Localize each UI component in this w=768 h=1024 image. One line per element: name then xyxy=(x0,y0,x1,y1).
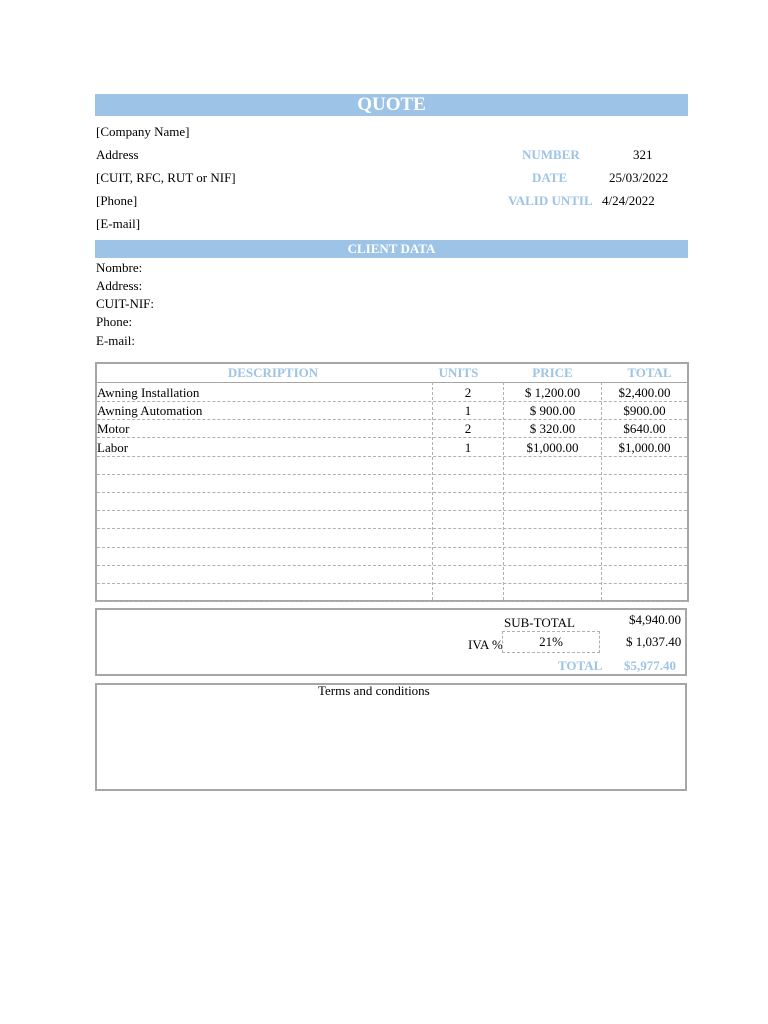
item-units xyxy=(433,566,503,584)
table-row xyxy=(97,457,687,475)
table-row xyxy=(97,384,687,402)
item-description xyxy=(97,566,432,584)
table-row xyxy=(97,584,687,602)
header-price: PRICE xyxy=(532,365,573,380)
company-name: [Company Name] xyxy=(96,124,190,139)
table-row xyxy=(97,475,687,493)
table-row xyxy=(97,566,687,584)
item-units xyxy=(433,511,503,529)
item-units: 2 xyxy=(464,421,472,437)
item-price: $1,000.00 xyxy=(526,439,579,455)
item-price: $ 1,200.00 xyxy=(524,385,581,400)
item-units: 2 xyxy=(464,385,472,400)
item-price xyxy=(504,584,601,602)
item-units xyxy=(433,493,503,511)
subtotal-value: $4,940.00 xyxy=(629,612,681,627)
item-units xyxy=(433,548,503,566)
item-description xyxy=(97,530,432,548)
valid-until-label: VALID UNTIL xyxy=(508,193,593,208)
header-divider xyxy=(97,382,687,383)
header-description: DESCRIPTION xyxy=(227,365,319,380)
item-total xyxy=(602,584,687,602)
item-total xyxy=(602,511,687,529)
item-total xyxy=(602,530,687,548)
client-field-email: E-mail: xyxy=(96,333,135,348)
item-price xyxy=(504,566,601,584)
header-units: UNITS xyxy=(438,365,479,380)
item-price xyxy=(504,548,601,566)
iva-label: IVA % xyxy=(468,637,503,652)
item-total xyxy=(602,566,687,584)
item-description: Awning Installation xyxy=(97,385,200,400)
number-label: NUMBER xyxy=(522,147,580,162)
item-description: Motor xyxy=(97,421,130,437)
client-field-name: Nombre: xyxy=(96,260,143,275)
table-row xyxy=(97,439,687,457)
item-units xyxy=(433,530,503,548)
items-table xyxy=(95,362,689,602)
client-field-phone: Phone: xyxy=(96,314,133,329)
table-row xyxy=(97,511,687,529)
client-data-header: CLIENT DATA xyxy=(95,240,688,258)
item-total xyxy=(602,493,687,511)
table-row xyxy=(97,402,687,420)
item-total: $1,000.00 xyxy=(618,439,671,455)
valid-until-value: 4/24/2022 xyxy=(602,193,655,208)
terms-box xyxy=(95,683,687,791)
item-price: $ 320.00 xyxy=(529,421,576,437)
table-row xyxy=(97,493,687,511)
date-label: DATE xyxy=(532,170,568,185)
item-price: $ 900.00 xyxy=(529,403,576,419)
terms-title: Terms and conditions xyxy=(318,683,430,698)
item-units xyxy=(433,584,503,602)
total-label: TOTAL xyxy=(558,658,603,673)
item-price xyxy=(504,493,601,511)
company-phone: [Phone] xyxy=(96,193,138,208)
item-description: Awning Automation xyxy=(97,403,203,419)
iva-rate-field[interactable]: 21% xyxy=(502,631,600,653)
item-description xyxy=(97,511,432,529)
item-total: $2,400.00 xyxy=(618,385,671,400)
item-price xyxy=(504,475,601,493)
date-value: 25/03/2022 xyxy=(609,170,669,185)
table-row xyxy=(97,548,687,566)
client-field-tax-id: CUIT-NIF: xyxy=(96,296,155,311)
iva-value: $ 1,037.40 xyxy=(626,634,682,649)
client-field-address: Address: xyxy=(96,278,143,293)
company-tax-id: [CUIT, RFC, RUT or NIF] xyxy=(96,170,236,185)
company-email: [E-mail] xyxy=(96,216,141,231)
item-total: $900.00 xyxy=(623,403,666,419)
item-description xyxy=(97,457,432,475)
item-total xyxy=(602,457,687,475)
quote-title: QUOTE xyxy=(95,94,688,116)
item-description xyxy=(97,584,432,602)
item-total xyxy=(602,475,687,493)
item-price xyxy=(504,511,601,529)
number-value: 321 xyxy=(633,147,653,162)
item-description: Labor xyxy=(97,439,129,455)
item-price xyxy=(504,530,601,548)
item-units: 1 xyxy=(464,403,472,419)
item-description xyxy=(97,548,432,566)
item-description xyxy=(97,493,432,511)
item-units: 1 xyxy=(464,439,472,455)
item-description xyxy=(97,475,432,493)
company-address: Address xyxy=(96,147,139,162)
header-total: TOTAL xyxy=(627,365,672,380)
item-price xyxy=(504,457,601,475)
total-value: $5,977.40 xyxy=(624,658,676,673)
item-total: $640.00 xyxy=(623,421,666,437)
subtotal-label: SUB-TOTAL xyxy=(504,615,575,630)
table-row xyxy=(97,420,687,438)
item-units xyxy=(433,457,503,475)
item-units xyxy=(433,475,503,493)
item-total xyxy=(602,548,687,566)
table-row xyxy=(97,530,687,548)
